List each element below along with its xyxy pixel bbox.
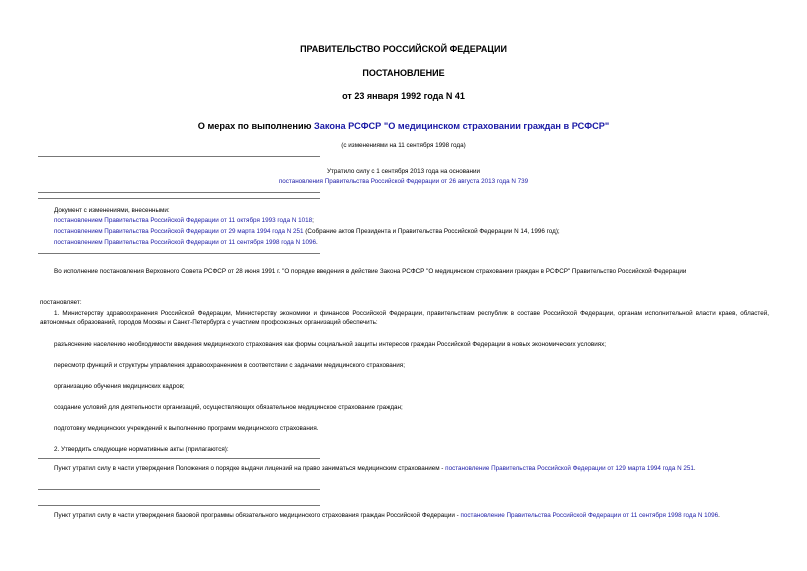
divider bbox=[38, 156, 320, 157]
expired-clause-link[interactable]: постановление Правительства Российской Федерации от 129 марта 1994 года N 251 bbox=[445, 465, 694, 472]
expired-clause-1: Пункт утратил силу в части утверждения Положения о порядке выдачи лицензий на право заниматься медицинским страхованием - постановление Правительства Российской Федерации от 129 марта 1994 года N 251. bbox=[54, 465, 696, 472]
expired-link[interactable]: постановления Правительства Российской Федерации от 26 августа 2013 года N 739 bbox=[278, 178, 529, 185]
list-item: создание условий для деятельности организаций, осуществляющих обязательное медицинское страхование граждан; bbox=[54, 404, 403, 411]
list-item: организацию обучения медицинских кадров; bbox=[54, 383, 185, 390]
doc-type-heading: ПОСТАНОВЛЕНИЕ bbox=[362, 68, 445, 78]
paragraph-1: 1. Министерству здравоохранения Российской Федерации, Министерству экономики и финансов Российской Федерации, правительствам республик в составе Российской Федерации, органам исполнительной власти краев, областей, автономных образований, городов Москвы и Санкт-Петербурга с участием профсоюзных организаций обеспечить: bbox=[40, 310, 769, 327]
divider bbox=[38, 192, 320, 193]
expired-clause-link[interactable]: постановление Правительства Российской Федерации от 11 сентября 1998 года N 1096 bbox=[460, 512, 719, 519]
amendment-link[interactable]: постановлением Правительства Российской Федерации от 29 марта 1994 года N 251 bbox=[54, 228, 304, 235]
date-number-heading: от 23 января 1992 года N 41 bbox=[342, 91, 465, 101]
law-link[interactable]: Закона РСФСР "О медицинском страховании граждан в РСФСР" bbox=[314, 121, 610, 131]
government-heading: ПРАВИТЕЛЬСТВО РОССИЙСКОЙ ФЕДЕРАЦИИ bbox=[300, 44, 507, 54]
divider bbox=[38, 198, 320, 199]
amendment-link[interactable]: постановлением Правительства Российской Федерации от 11 октября 1993 года N 1018 bbox=[54, 217, 313, 224]
list-item: пересмотр функций и структуры управления здравоохранением в соответствии с задачами медицинского страхования; bbox=[54, 362, 405, 369]
amendment-item: постановлением Правительства Российской Федерации от 11 сентября 1998 года N 1096. bbox=[54, 239, 318, 246]
document-title bbox=[0, 121, 807, 131]
resolves: постановляет: bbox=[40, 299, 82, 306]
expired-clause-2: Пункт утратил силу в части утверждения базовой программы обязательного медицинского страхования граждан Российской Федерации - постановление Правительства Российской Федерации от 11 сентября 1998 года N 1096. bbox=[54, 512, 720, 519]
paragraph-2: 2. Утвердить следующие нормативные акты (прилагаются): bbox=[54, 446, 229, 453]
divider bbox=[38, 458, 320, 459]
title-prefix: О мерах по выполнению bbox=[197, 121, 314, 131]
amendment-item: постановлением Правительства Российской Федерации от 11 октября 1993 года N 1018; bbox=[54, 217, 314, 224]
amendment-item: постановлением Правительства Российской Федерации от 29 марта 1994 года N 251 (Собрание актов Президента и Правительства Российской Федерации N 14, 1996 год); bbox=[54, 228, 560, 235]
amendment-link[interactable]: постановлением Правительства Российской Федерации от 11 сентября 1998 года N 1096 bbox=[54, 239, 316, 246]
expired-notice: Утратило силу с 1 сентября 2013 года на основании bbox=[326, 168, 480, 175]
amendments-intro: Документ с изменениями, внесенными: bbox=[54, 207, 170, 214]
divider bbox=[38, 505, 320, 506]
changes-note: (с изменениями на 11 сентября 1998 года) bbox=[341, 142, 466, 149]
preamble: Во исполнение постановления Верховного Совета РСФСР от 28 июня 1991 г. "О порядке введения в действие Закона РСФСР "О медицинском страховании граждан в РСФСР" Правительство Российской Федерации bbox=[54, 268, 687, 275]
divider bbox=[38, 489, 320, 490]
list-item: подготовку медицинских учреждений к выполнению программ медицинского страхования. bbox=[54, 425, 319, 432]
list-item: разъяснение населению необходимости введения медицинского страхования как формы социальной защиты интересов граждан Российской Федерации в новых экономических условиях; bbox=[54, 341, 607, 348]
divider bbox=[38, 253, 320, 254]
